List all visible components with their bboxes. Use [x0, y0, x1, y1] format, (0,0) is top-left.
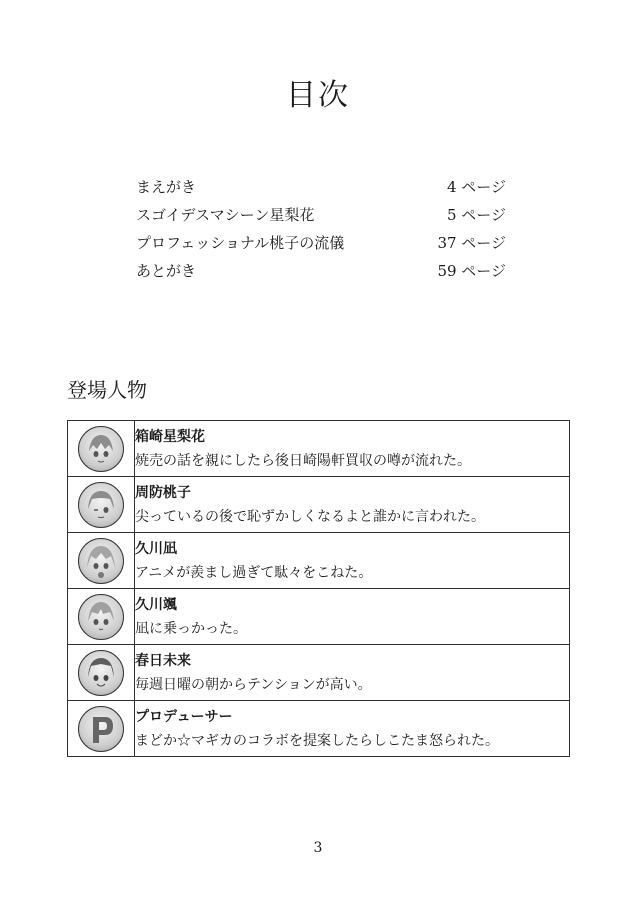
character-name: 久川凪	[135, 540, 177, 557]
toc-entry-page: 5 ページ	[446, 206, 506, 224]
toc-entry-title: あとがき	[136, 262, 197, 280]
character-name: 箱崎星梨花	[135, 428, 205, 445]
page-number: 3	[313, 840, 323, 856]
toc-entry-title: プロフェッショナル桃子の流儀	[136, 234, 345, 252]
character-row	[68, 701, 570, 757]
characters-heading: 登場人物	[67, 378, 147, 402]
character-row	[68, 421, 570, 477]
character-portrait-icon	[78, 538, 124, 584]
toc-entry-title: スゴイデスマシーン星梨花	[136, 206, 315, 224]
toc-entry-page: 37 ページ	[437, 234, 506, 252]
toc-entry	[136, 257, 506, 285]
character-portrait-icon	[78, 594, 124, 640]
character-description: 毎週日曜の朝からテンションが高い。	[135, 676, 372, 693]
character-portrait-icon	[78, 426, 124, 472]
character-name: 久川颯	[135, 596, 177, 613]
toc-entry-page: 4 ページ	[446, 178, 506, 196]
toc-entry-title: まえがき	[136, 178, 197, 196]
character-row	[68, 645, 570, 701]
p-logo-icon	[78, 706, 124, 752]
character-name: 春日未来	[135, 652, 191, 669]
character-row	[68, 533, 570, 589]
page-title: 目次	[286, 78, 350, 113]
toc-entry	[136, 173, 506, 201]
toc-entry	[136, 229, 506, 257]
character-description: 凪に乗っかった。	[135, 620, 247, 637]
character-name: 周防桃子	[135, 484, 191, 501]
toc-entry-page: 59 ページ	[437, 262, 506, 280]
character-description: 尖っているの後で恥ずかしくなるよと誰かに言われた。	[135, 508, 485, 525]
character-description: 焼売の話を親にしたら後日崎陽軒買収の噂が流れた。	[135, 452, 471, 469]
character-portrait-icon	[78, 650, 124, 696]
character-description: アニメが羨まし過ぎて駄々をこねた。	[135, 564, 373, 581]
character-row	[68, 589, 570, 645]
character-row	[68, 477, 570, 533]
character-portrait-icon	[78, 482, 124, 528]
characters-table	[67, 420, 570, 757]
table-of-contents	[136, 173, 506, 285]
toc-entry	[136, 201, 506, 229]
character-name: プロデューサー	[135, 708, 233, 725]
character-description: まどか☆マギカのコラボを提案したらしこたま怒られた。	[135, 732, 499, 749]
